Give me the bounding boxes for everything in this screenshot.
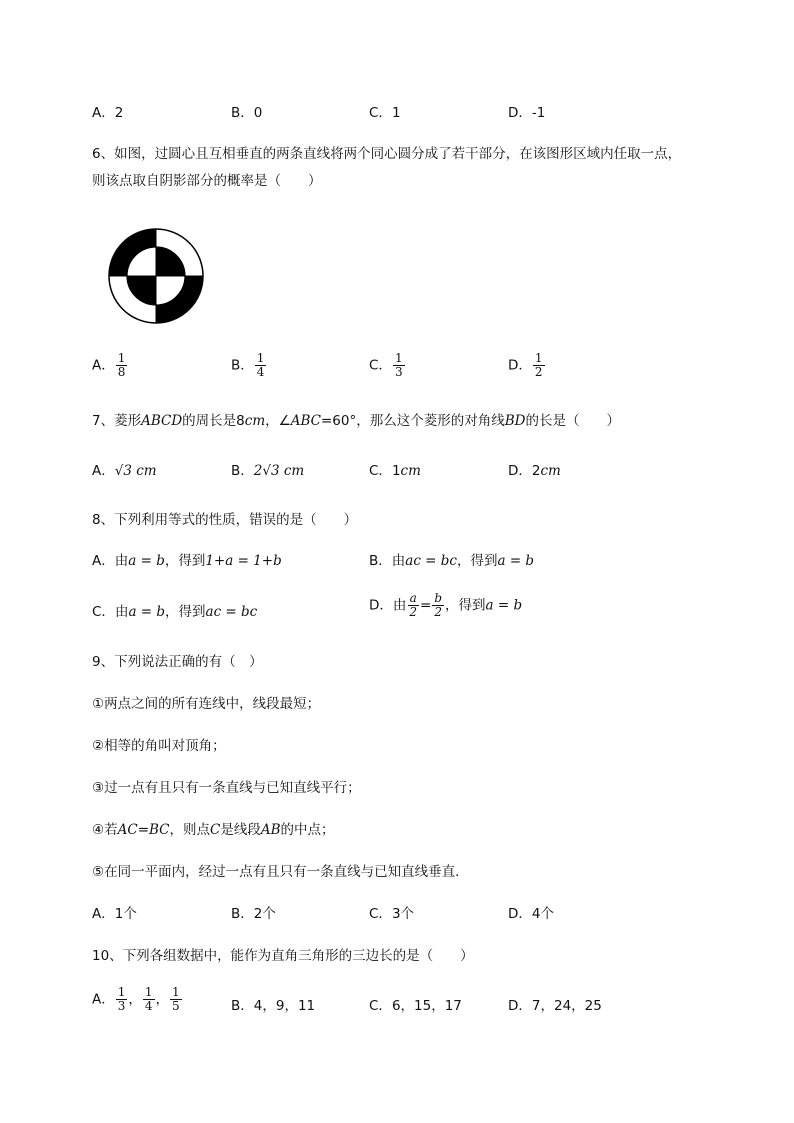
q10-option-c[interactable]: C．6，15，17 xyxy=(369,998,462,1014)
q9-option-d[interactable]: D．4个 xyxy=(508,906,554,922)
q8-option-c[interactable]: C．由a = b，得到ac = bc xyxy=(92,604,258,620)
fraction: $\frac{1}{4}$ xyxy=(144,985,153,1013)
q9-option-b[interactable]: B．2个 xyxy=(231,906,276,922)
q8-option-d[interactable]: D．由 $\frac{a}{2}$ = $\frac{b}{2}$ ，得到a = b xyxy=(369,591,523,619)
q9-option-a[interactable]: A．1个 xyxy=(92,906,137,922)
q8-option-b[interactable]: B．由ac = bc，得到a = b xyxy=(369,553,535,569)
q7-stem: 7、菱形ABCD的周长是8cm，∠ABC=60°，那么这个菱形的对角线BD的长是（ ） xyxy=(92,413,620,429)
q9-stem: 9、下列说法正确的有（ ） xyxy=(92,654,263,670)
q9-statement-2: ②相等的角叫对顶角； xyxy=(92,738,226,754)
q10-stem: 10、下列各组数据中，能作为直角三角形的三边长的是（ ） xyxy=(92,948,474,964)
fraction: $\frac{1}{4}$ xyxy=(256,351,265,379)
q7-option-b[interactable]: B．2√3 cm xyxy=(231,463,305,479)
q9-statement-3: ③过一点有且只有一条直线与已知直线平行； xyxy=(92,780,361,796)
q8-stem: 8、下列利用等式的性质，错误的是（ ） xyxy=(92,512,358,528)
fraction: $\frac{1}{3}$ xyxy=(394,351,403,379)
fraction: $\frac{1}{2}$ xyxy=(534,351,543,379)
q6-option-d[interactable]: D． $\frac{1}{2}$ xyxy=(508,351,543,379)
q7-option-c[interactable]: C．1cm xyxy=(369,463,421,479)
fraction: $\frac{a}{2}$ xyxy=(409,591,418,619)
q9-statement-4: ④若AC=BC，则点C是线段AB的中点； xyxy=(92,822,335,838)
q5-option-c[interactable]: C．1 xyxy=(369,105,401,121)
q10-option-b[interactable]: B．4，9，11 xyxy=(231,998,316,1014)
fraction: $\frac{1}{8}$ xyxy=(117,351,126,379)
q9-option-c[interactable]: C．3个 xyxy=(369,906,415,922)
q5-option-a[interactable]: A．2 xyxy=(92,105,124,121)
q9-statement-1: ①两点之间的所有连线中，线段最短； xyxy=(92,696,321,712)
q6-stem-line2: 则该点取自阴影部分的概率是（ ） xyxy=(92,173,322,189)
fraction: $\frac{b}{2}$ xyxy=(434,591,443,619)
q6-option-c[interactable]: C． $\frac{1}{3}$ xyxy=(369,351,403,379)
q5-option-d[interactable]: D．-1 xyxy=(508,105,546,121)
q6-stem-line1: 6、如图，过圆心且互相垂直的两条直线将两个同心圆分成了若干部分，在该图形区域内任取一点， xyxy=(92,146,682,162)
q7-option-a[interactable]: A．√3 cm xyxy=(92,463,157,479)
q8-option-a[interactable]: A．由a = b，得到1+a = 1+b xyxy=(92,553,282,569)
concentric-circles-figure xyxy=(107,227,205,325)
fraction: $\frac{1}{5}$ xyxy=(172,985,180,1013)
q9-statement-5: ⑤在同一平面内，经过一点有且只有一条直线与已知直线垂直． xyxy=(92,864,469,880)
q6-option-a[interactable]: A． $\frac{1}{8}$ xyxy=(92,351,126,379)
q10-option-d[interactable]: D．7，24，25 xyxy=(508,998,602,1014)
q7-option-d[interactable]: D．2cm xyxy=(508,463,561,479)
q5-option-b[interactable]: B．0 xyxy=(231,105,263,121)
q10-option-a[interactable]: A． $\frac{1}{3}$ ， $\frac{1}{4}$ ， $\frac{1}{5}$ xyxy=(92,985,180,1013)
fraction: $\frac{1}{3}$ xyxy=(117,985,126,1013)
q6-option-b[interactable]: B． $\frac{1}{4}$ xyxy=(231,351,265,379)
